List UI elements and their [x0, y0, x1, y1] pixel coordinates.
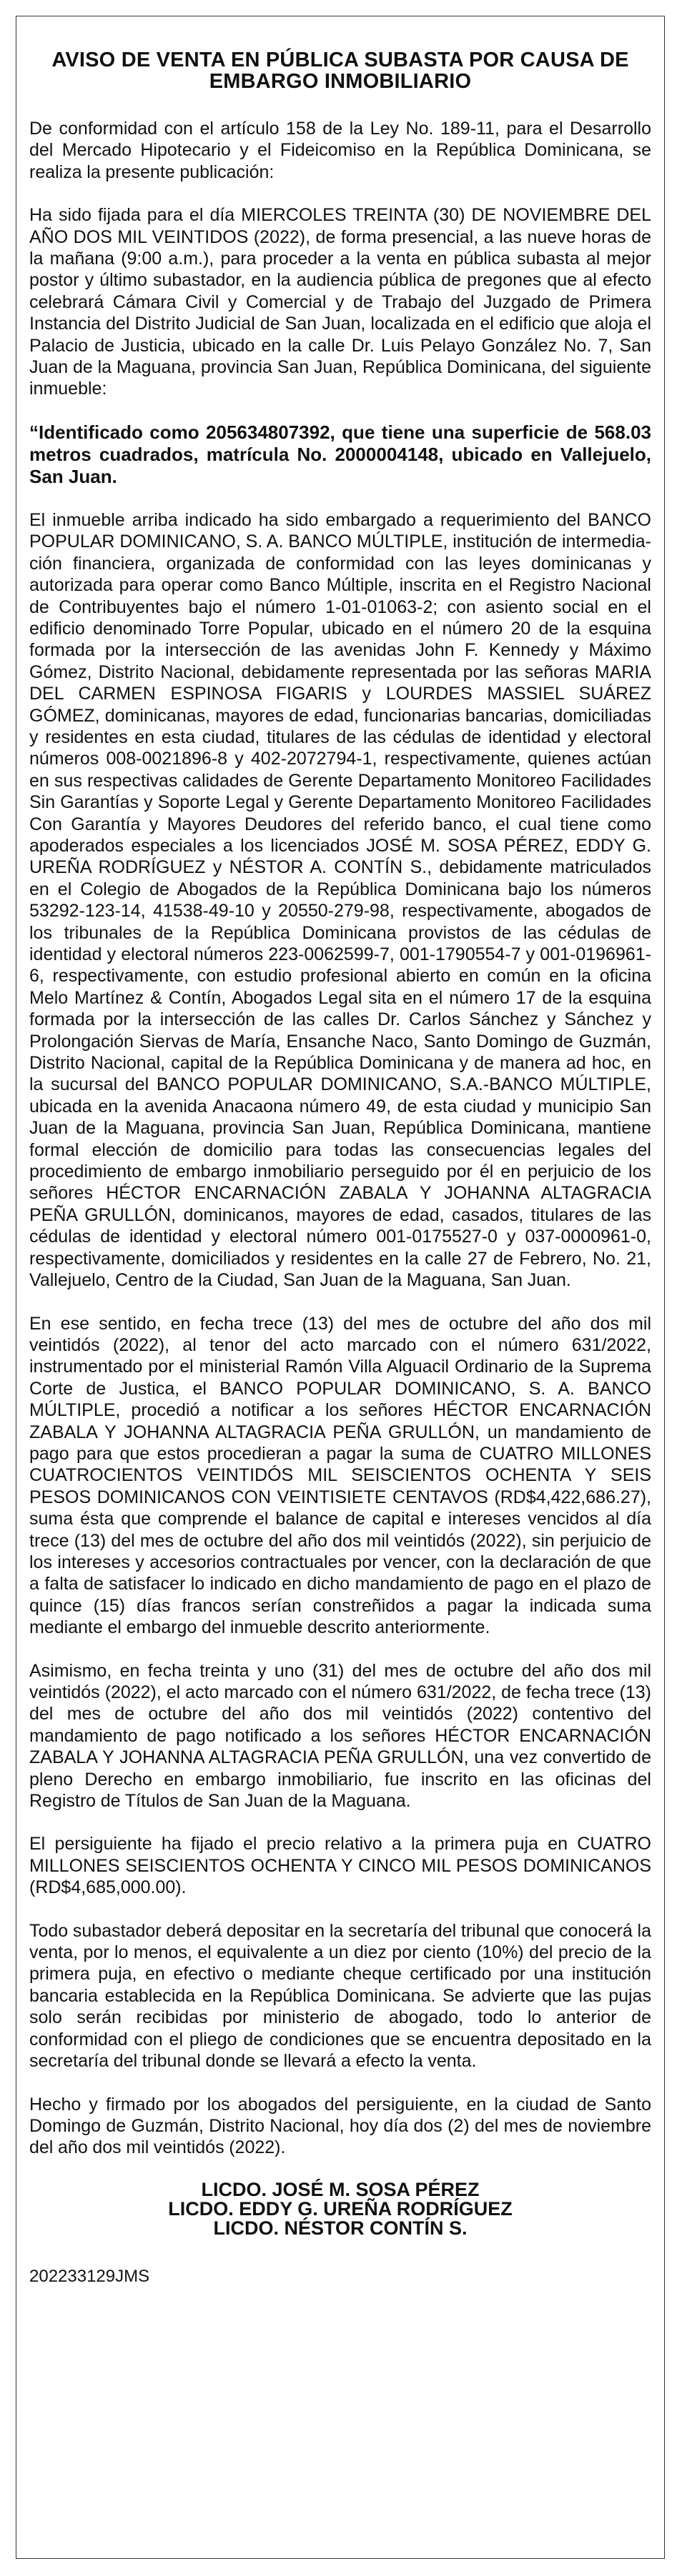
bidder-deposit-paragraph: Todo subastador deberá depositar en la secretaría del tribunal que conocerá la venta, por lo menos, el equivalente a un diez por ciento (10%) del precio de la primera puja, en efectivo o mediante cheque certificado por una institución bancaria establecida en la República Dominicana. Se advierte que las pujas solo serán recibidas por ministerio de abogado, todo lo anterior de conformidad con el pliego de condiciones que se encuentra depositado en la secretaría del tribunal donde se llevará a efecto la venta.: [29, 1920, 651, 2072]
seizure-details-paragraph: El inmueble arriba indicado ha sido embargado a requerimiento del BANCO POPULAR DOMINICANO, S. A. BANCO MÚLTIPLE, institución de intermediación financiera, organizada de conformidad con las leyes dominicanas y autorizada para operar como Banco Múltiple, inscrita en el Registro Nacional de Contribuyentes bajo el número 1-01-01063-2; con asiento social en el edificio denominado Torre Popular, ubicado en el número 20 de la esquina formada por la intersección de las avenidas John F. Kennedy y Máximo Gómez, Distrito Nacional, debidamente representada por las señoras MARIA DEL CARMEN ESPINOSA FIGARIS y LOURDES MASSIEL SUÁREZ GÓMEZ, dominicanas, mayores de edad, funcionarias bancarias, domiciliadas y residentes en esta ciudad, titulares de las cédulas de identidad y electoral números 008-0021896-8 y 402-2072794-1, respectivamente, quienes actúan en sus respectivas calidades de Gerente Departamento Monitoreo Facilidades Sin Garantías y Soporte Legal y Gerente Departamento Monitoreo Facilidades Con Garantía y Mayores Deudores del referido banco, el cual tiene como apoderados especiales a los licenciados JOSÉ M. SOSA PÉREZ, EDDY G. UREÑA RODRÍGUEZ y NÉSTOR A. CONTÍN S., debidamente matriculados en el Colegio de Abogados de la República Dominicana bajo los números 53292-123-14, 41538-49-10 y 20550-279-98, respectivamente, abogados de los tribunales de la República Dominicana provistos de las cédulas de identidad y electoral números 223-0062599-7, 001-1790554-7 y 001-0196961-6, respectivamente, con estudio profesional abierto en común en la oficina Melo Martínez & Contín, Abogados Legal sita en el número 17 de la esquina formada por la intersección de las calles Dr. Carlos Sánchez y Sánchez y Prolongación Siervas de María, Ensanche Naco, Santo Domingo de Guzmán, Distrito Nacional, capital de la República Dominicana y de manera ad hoc, en la sucursal del BANCO POPULAR DOMINICANO, S.A.-BANCO MÚLTIPLE, ubicada en la avenida Anacaona número 49, de esta ciudad y municipio San Juan de la Maguana, provincia San Juan, República Dominicana, mantiene formal elección de domicilio para todas las consecuencias legales del procedimiento de embargo inmobiliario perseguido por él en perjuicio de los señores HÉCTOR ENCARNACIÓN ZABALA Y JOHANNA ALTAGRACIA PEÑA GRULLÓN, dominicanos, mayores de edad, casados, titulares de las cédulas de identidad y electoral número 001-0175527-0 y 037-0000961-0, respectivamente, domiciliados y residentes en la calle 27 de Febrero, No. 21, Vallejuelo, Centro de la Ciudad, San Juan de la Maguana, San Juan.: [29, 509, 651, 1291]
registration-paragraph: Asimismo, en fecha treinta y uno (31) del mes de octubre del año dos mil veintidós (2022), el acto marcado con el número 631/2022, de fecha trece (13) del mes de octubre del año dos mil veintidós (2022) contentivo del mandamiento de pago notificado a los señores HÉCTOR ENCARNACIÓN ZABALA Y JOHANNA ALTAGRACIA PEÑA GRULLÓN, una vez convertido de pleno Derecho en embargo inmobiliario, fue inscrito en las oficinas del Registro de Títulos de San Juan de la Maguana.: [29, 1660, 651, 1812]
signature-line-2: LICDO. EDDY G. UREÑA RODRÍGUEZ: [168, 2197, 513, 2220]
signing-statement-paragraph: Hecho y firmado por los abogados del persiguiente, en la ciudad de Santo Domingo de Guzmán, Distrito Nacional, hoy día dos (2) del mes de noviembre del año dos mil veintidós (2022).: [29, 2094, 651, 2158]
signature-line-3: LICDO. NÉSTOR CONTÍN S.: [213, 2217, 468, 2239]
notice-title-line-2: EMBARGO INMOBILIARIO: [209, 70, 472, 93]
signature-block: [29, 2180, 651, 2238]
legal-notice: [16, 16, 665, 2559]
signature-line-1: LICDO. JOSÉ M. SOSA PÉREZ: [201, 2178, 480, 2200]
notice-title: [29, 49, 651, 92]
reference-code: 202233129JMS: [29, 2266, 150, 2286]
notice-title-line-1: AVISO DE VENTA EN PÚBLICA SUBASTA POR CAUSA DE: [51, 49, 629, 71]
auction-date-paragraph: Ha sido fijada para el día MIERCOLES TREINTA (30) DE NOVIEMBRE DEL AÑO DOS MIL VEINTIDOS (2022), de forma presencial, a las nueve horas de la mañana (9:00 a.m.), para proceder a la venta en pública subasta al mejor postor y último subastador, en la audiencia pública de pregones que al efecto celebrará Cámara Civil y Comercial y de Trabajo del Juzgado de Primera Instancia del Distrito Judicial de San Juan, localizada en el edificio que aloja el Palacio de Justicia, ubicado en la calle Dr. Luis Pelayo González No. 7, San Juan de la Maguana, provincia San Juan, República Dominicana, del siguiente inmueble:: [29, 205, 651, 399]
first-bid-price-paragraph: El persiguiente ha fijado el precio relativo a la primera puja en CUATRO MILLONES SEISCIENTOS OCHENTA Y CINCO MIL PESOS DOMINICANOS (RD$4,685,000.00).: [29, 1834, 651, 1898]
property-identification-paragraph: “Identificado como 205634807392, que tiene una superficie de 568.03 metros cuadrados, matrícula No. 2000004148, ubicado en Vallejuelo, San Juan.: [29, 421, 651, 487]
intro-paragraph: De conformidad con el artículo 158 de la Ley No. 189-11, para el Desarrollo del Mercado Hipotecario y el Fideicomiso en la República Dominicana, se realiza la presente publicación:: [29, 119, 651, 182]
payment-order-paragraph: En ese sentido, en fecha trece (13) del mes de octubre del año dos mil veintidós (2022), al tenor del acto marcado con el número 631/2022, instrumentado por el ministerial Ramón Villa Alguacil Ordinario de la Suprema Corte de Justica, el BANCO POPULAR DOMINICANO, S. A. BANCO MÚLTIPLE, procedió a notificar a los señores HÉCTOR ENCARNACIÓN ZABALA Y JOHANNA ALTAGRACIA PEÑA GRULLÓN, un mandamiento de pago para que estos procedieran a pagar la suma de CUATRO MILLONES CUATROCIENTOS VEINTIDÓS MIL SEISCIENTOS OCHENTA Y SEIS PESOS DOMINICANOS CON VEINTISIETE CENTAVOS (RD$4,422,686.27), suma ésta que comprende el balance de capital e intereses vencidos al día trece (13) del mes de octubre del año dos mil veintidós (2022), sin perjuicio de los intereses y accesorios contractuales por vencer, con la declaración de que a falta de satisfacer lo indicado en dicho mandamiento de pago en el plazo de quince (15) días francos serían constreñidos a pagar la indicada suma mediante el embargo del inmueble descrito anteriormente.: [29, 1313, 651, 1638]
